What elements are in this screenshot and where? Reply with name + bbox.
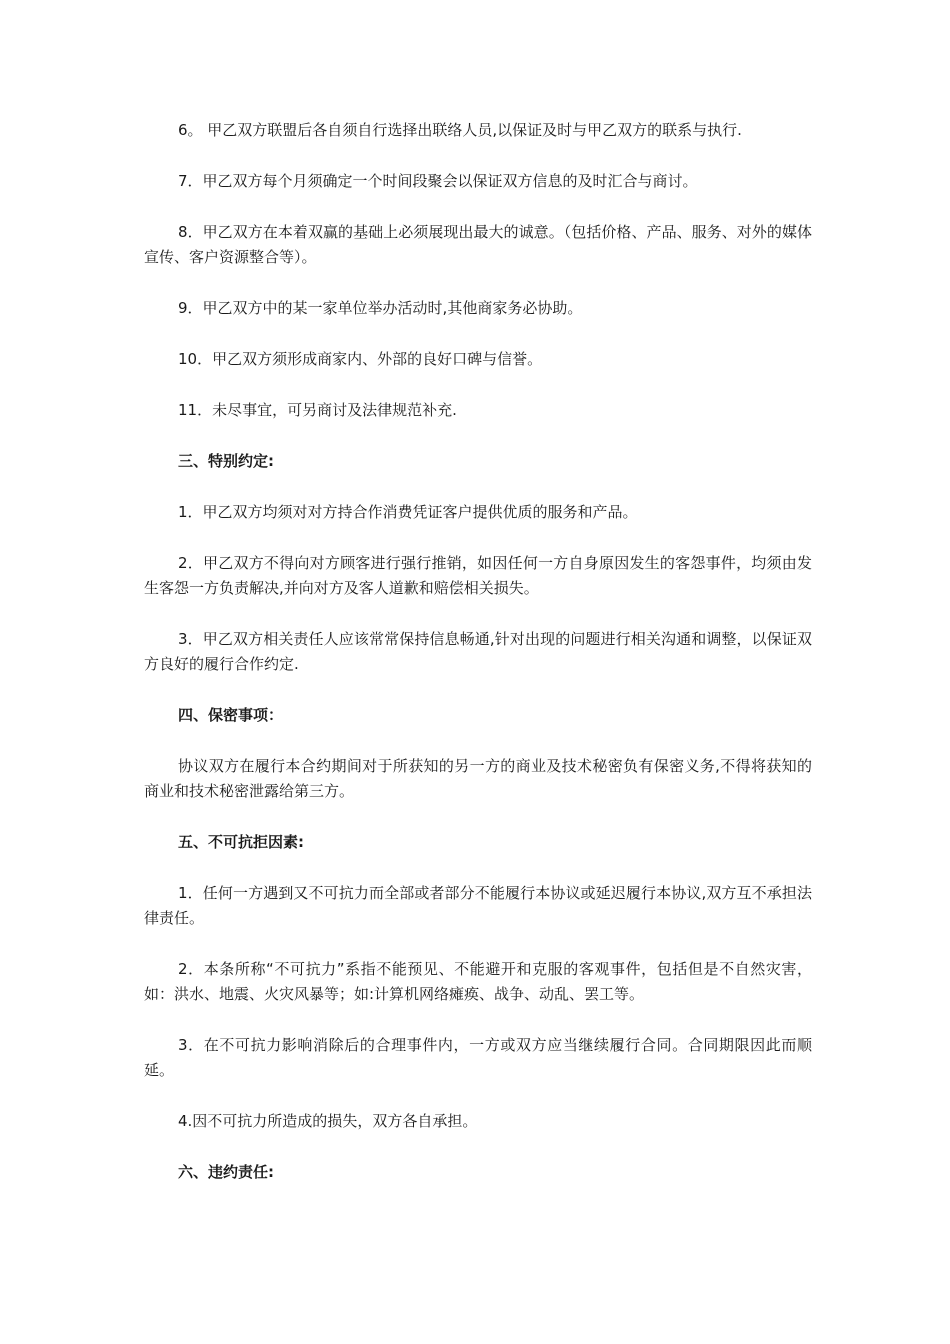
section-heading-liability: 六、违约责任:: [178, 1163, 274, 1181]
clause-10: 10．甲乙双方须形成商家内、外部的良好口碑与信誉。: [178, 350, 543, 368]
clause-6: 6。 甲乙双方联盟后各自须自行选择出联络人员,以保证及时与甲乙双方的联系与执行.: [178, 121, 742, 139]
document-page: [144, 118, 812, 1211]
special-term-2: 2．甲乙双方不得向对方顾客进行强行推销，如因任何一方自身原因发生的客怨事件，均须由发生客怨一方负责解决,并向对方及客人道歉和赔偿相关损失。: [144, 554, 812, 597]
section-heading-special-terms: 三、特别约定:: [178, 452, 274, 470]
special-term-1: 1．甲乙双方均须对对方持合作消费凭证客户提供优质的服务和产品。: [178, 503, 638, 521]
section-heading-force-majeure: 五、不可抗拒因素:: [178, 833, 304, 851]
clause-9: 9．甲乙双方中的某一家单位举办活动时,其他商家务必协助。: [178, 299, 583, 317]
section-heading-confidentiality: 四、保密事项：: [178, 706, 284, 724]
clause-8: 8．甲乙双方在本着双赢的基础上必须展现出最大的诚意。（包括价格、产品、服务、对外的媒体宣传、客户资源整合等）。: [144, 223, 812, 266]
special-term-3: 3．甲乙双方相关责任人应该常常保持信息畅通,针对出现的问题进行相关沟通和调整，以保证双方良好的履行合作约定.: [144, 630, 812, 673]
force-majeure-3: 3．在不可抗力影响消除后的合理事件内，一方或双方应当继续履行合同。合同期限因此而顺延。: [144, 1036, 812, 1079]
force-majeure-2: 2．本条所称“不可抗力”系指不能预见、不能避开和克服的客观事件，包括但是不自然灾害，如：洪水、地震、火灾风暴等；如:计算机网络瘫痪、战争、动乱、罢工等。: [144, 960, 812, 1003]
clause-11: 11．未尽事宜，可另商讨及法律规范补充.: [178, 401, 457, 419]
confidentiality-text: 协议双方在履行本合约期间对于所获知的另一方的商业及技术秘密负有保密义务,不得将获知的商业和技术秘密泄露给第三方。: [144, 757, 812, 800]
force-majeure-1: 1．任何一方遇到又不可抗力而全部或者部分不能履行本协议或延迟履行本协议,双方互不承担法律责任。: [144, 884, 812, 927]
force-majeure-4: 4.因不可抗力所造成的损失，双方各自承担。: [178, 1112, 478, 1130]
clause-7: 7．甲乙双方每个月须确定一个时间段聚会以保证双方信息的及时汇合与商讨。: [178, 172, 698, 190]
